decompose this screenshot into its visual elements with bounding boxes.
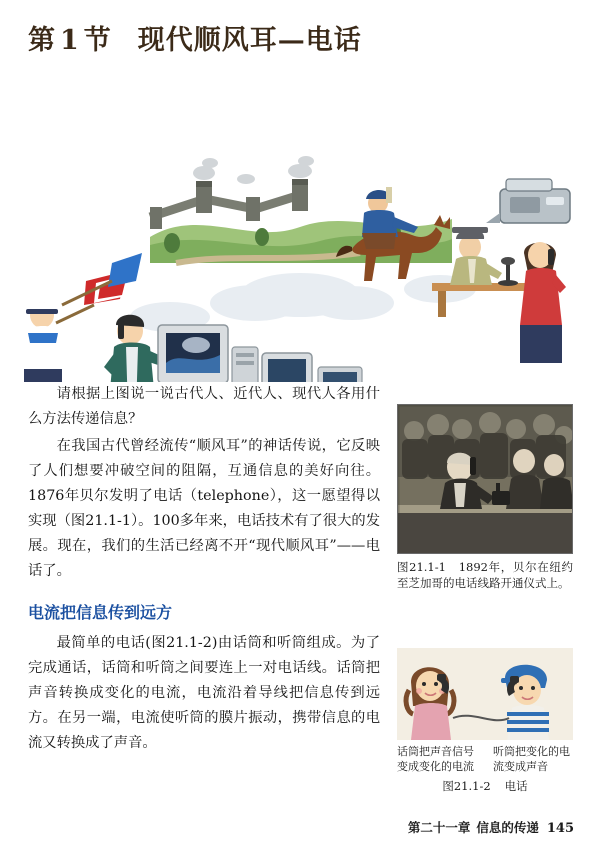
title-prefix: 第: [28, 25, 56, 56]
section-paragraph: 最简单的电话(图21.1-2)由话筒和听筒组成。为了完成通话，话筒和听筒之间要连上一对电话线。话筒把声音转换成变化的电流，电流沿着导线把信息传到远方。在另一端，电流使听筒的膜片振动，携带信息的电流又转换成了声音。: [28, 635, 380, 751]
hero-illustration: [0, 67, 600, 382]
footer-page-number: 145: [546, 821, 574, 836]
title-name: 现代顺风耳—电话: [137, 25, 362, 56]
computer-cluster: [158, 325, 362, 382]
girl-with-handset: [406, 667, 454, 740]
figure-21-1-1-caption: 图21.1-1 1892年，贝尔在纽约至芝加哥的电话线路开通仪式上。: [397, 560, 573, 590]
section-heading: 电流把信息传到远方: [28, 603, 173, 622]
fax-machine: [486, 179, 570, 223]
figure-21-1-2-title: 电话: [504, 779, 528, 793]
clouds: [130, 273, 476, 332]
intro-paragraph: 在我国古代曾经流传“顺风耳”的神话传说，它反映了人们想要冲破空间的阻隔，互通信息的美好向往。1876年贝尔发明了电话（telephone），这一愿望得以实现（图21.1-1）。100多年来，电话技术有了很大的发展。现在，我们的生活已经离不开“现代顺风耳”——电话了。: [28, 438, 380, 579]
modern-woman: [520, 242, 566, 363]
text-column-1: [28, 382, 380, 756]
figure-21-1-2-caption: [397, 778, 573, 794]
footer-section: 信息的传递: [476, 820, 539, 835]
figure-21-1-2-art: [397, 648, 573, 740]
figure-21-1-2-label-right: 听筒把变化的电流变成声音: [493, 745, 570, 773]
figure-21-1-2-label-left: 话筒把声音信号变成变化的电流: [397, 745, 474, 773]
page-footer: [408, 818, 574, 836]
figure-21-1-1: [397, 404, 573, 591]
figure-21-1-2-number: 图21.1-2: [442, 779, 491, 793]
footer-chapter: 第二十一章: [407, 820, 471, 835]
figure-21-1-2-labels: [397, 744, 573, 774]
question-paragraph: 请根据上图说一说古代人、近代人、现代人各用什么方法传递信息？: [28, 386, 380, 427]
title-unit: 节: [83, 25, 112, 56]
title-number: 1: [60, 25, 80, 56]
figure-21-1-1-photo: [397, 404, 573, 554]
figure-21-1-2: [397, 648, 573, 794]
page-title: [0, 0, 600, 63]
